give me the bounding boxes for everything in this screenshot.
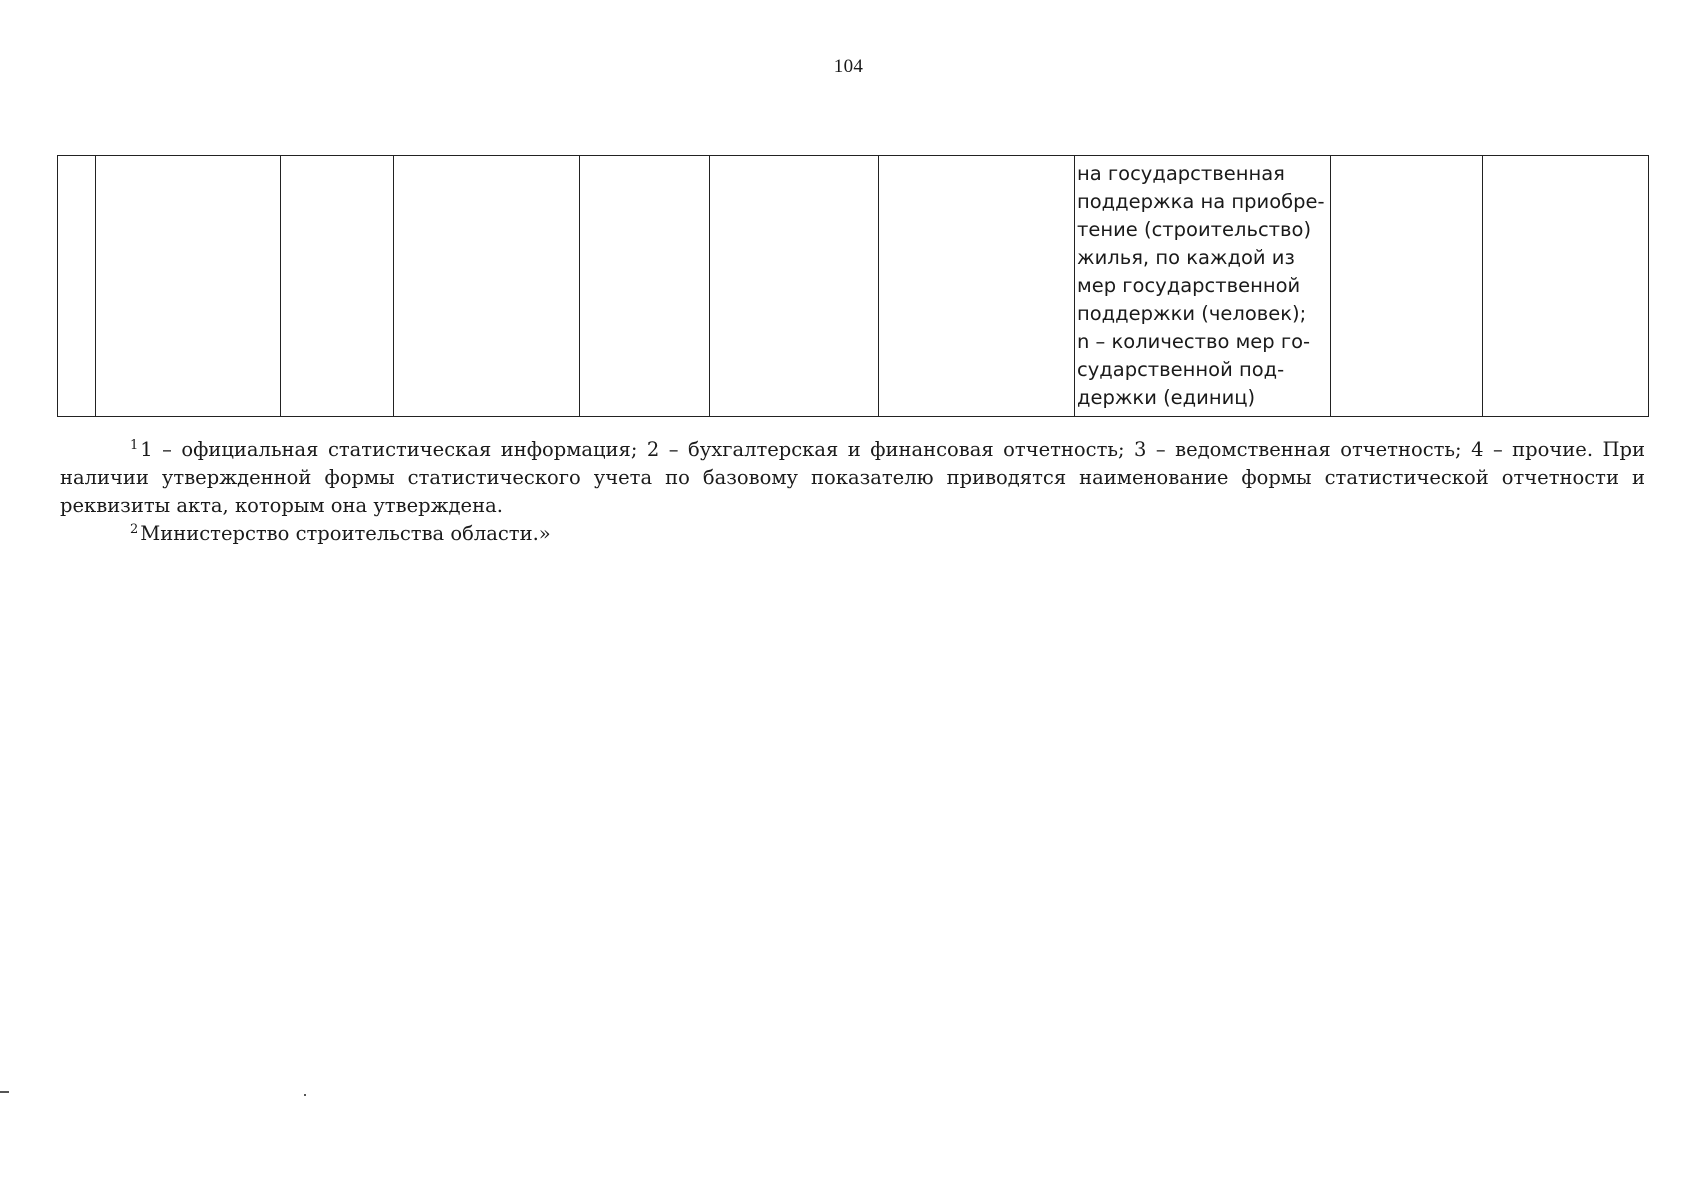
table-cell-name	[96, 156, 281, 417]
footnote-marker: 1	[130, 437, 139, 453]
indicator-table	[57, 155, 1649, 417]
footnote-text: Министерство строительства области.»	[140, 522, 551, 545]
footnote-text: 1 – официальная статистическая информация; 2 – бухгалтерская и финансовая отчетность; 3 – ведомственная отчетность; 4 – прочие. При наличии утвержденной формы статистического учета по базовому показателю приводятся наименование формы статистической отчетности и реквизиты акта, которым она утверждена.	[60, 438, 1645, 517]
table-cell-indicator-description	[1075, 156, 1331, 417]
footnotes	[60, 436, 1645, 548]
table-cell-unit	[281, 156, 394, 417]
table-row	[58, 156, 1649, 417]
table-cell-periodicity	[580, 156, 710, 417]
indicator-description-text: на государственная поддержка на приобре- тение (строительство) жилья, по каждой из мер государственной поддержки (человек); n – количество мер го- сударственной под- держки (единиц)	[1077, 162, 1325, 409]
table-cell-definition	[394, 156, 580, 417]
scan-artifact-dash	[0, 1091, 9, 1093]
page-number: 104	[833, 56, 864, 77]
table-cell-number	[58, 156, 96, 417]
table-cell-responsible	[1483, 156, 1649, 417]
footnote-1	[60, 436, 1645, 520]
scan-artifact-dot	[304, 1094, 306, 1096]
table-cell-data-source	[1331, 156, 1483, 417]
table-cell-basic-indicators	[879, 156, 1075, 417]
footnote-2	[60, 520, 1645, 548]
footnote-marker: 2	[130, 521, 139, 537]
table-cell-algorithm	[710, 156, 879, 417]
